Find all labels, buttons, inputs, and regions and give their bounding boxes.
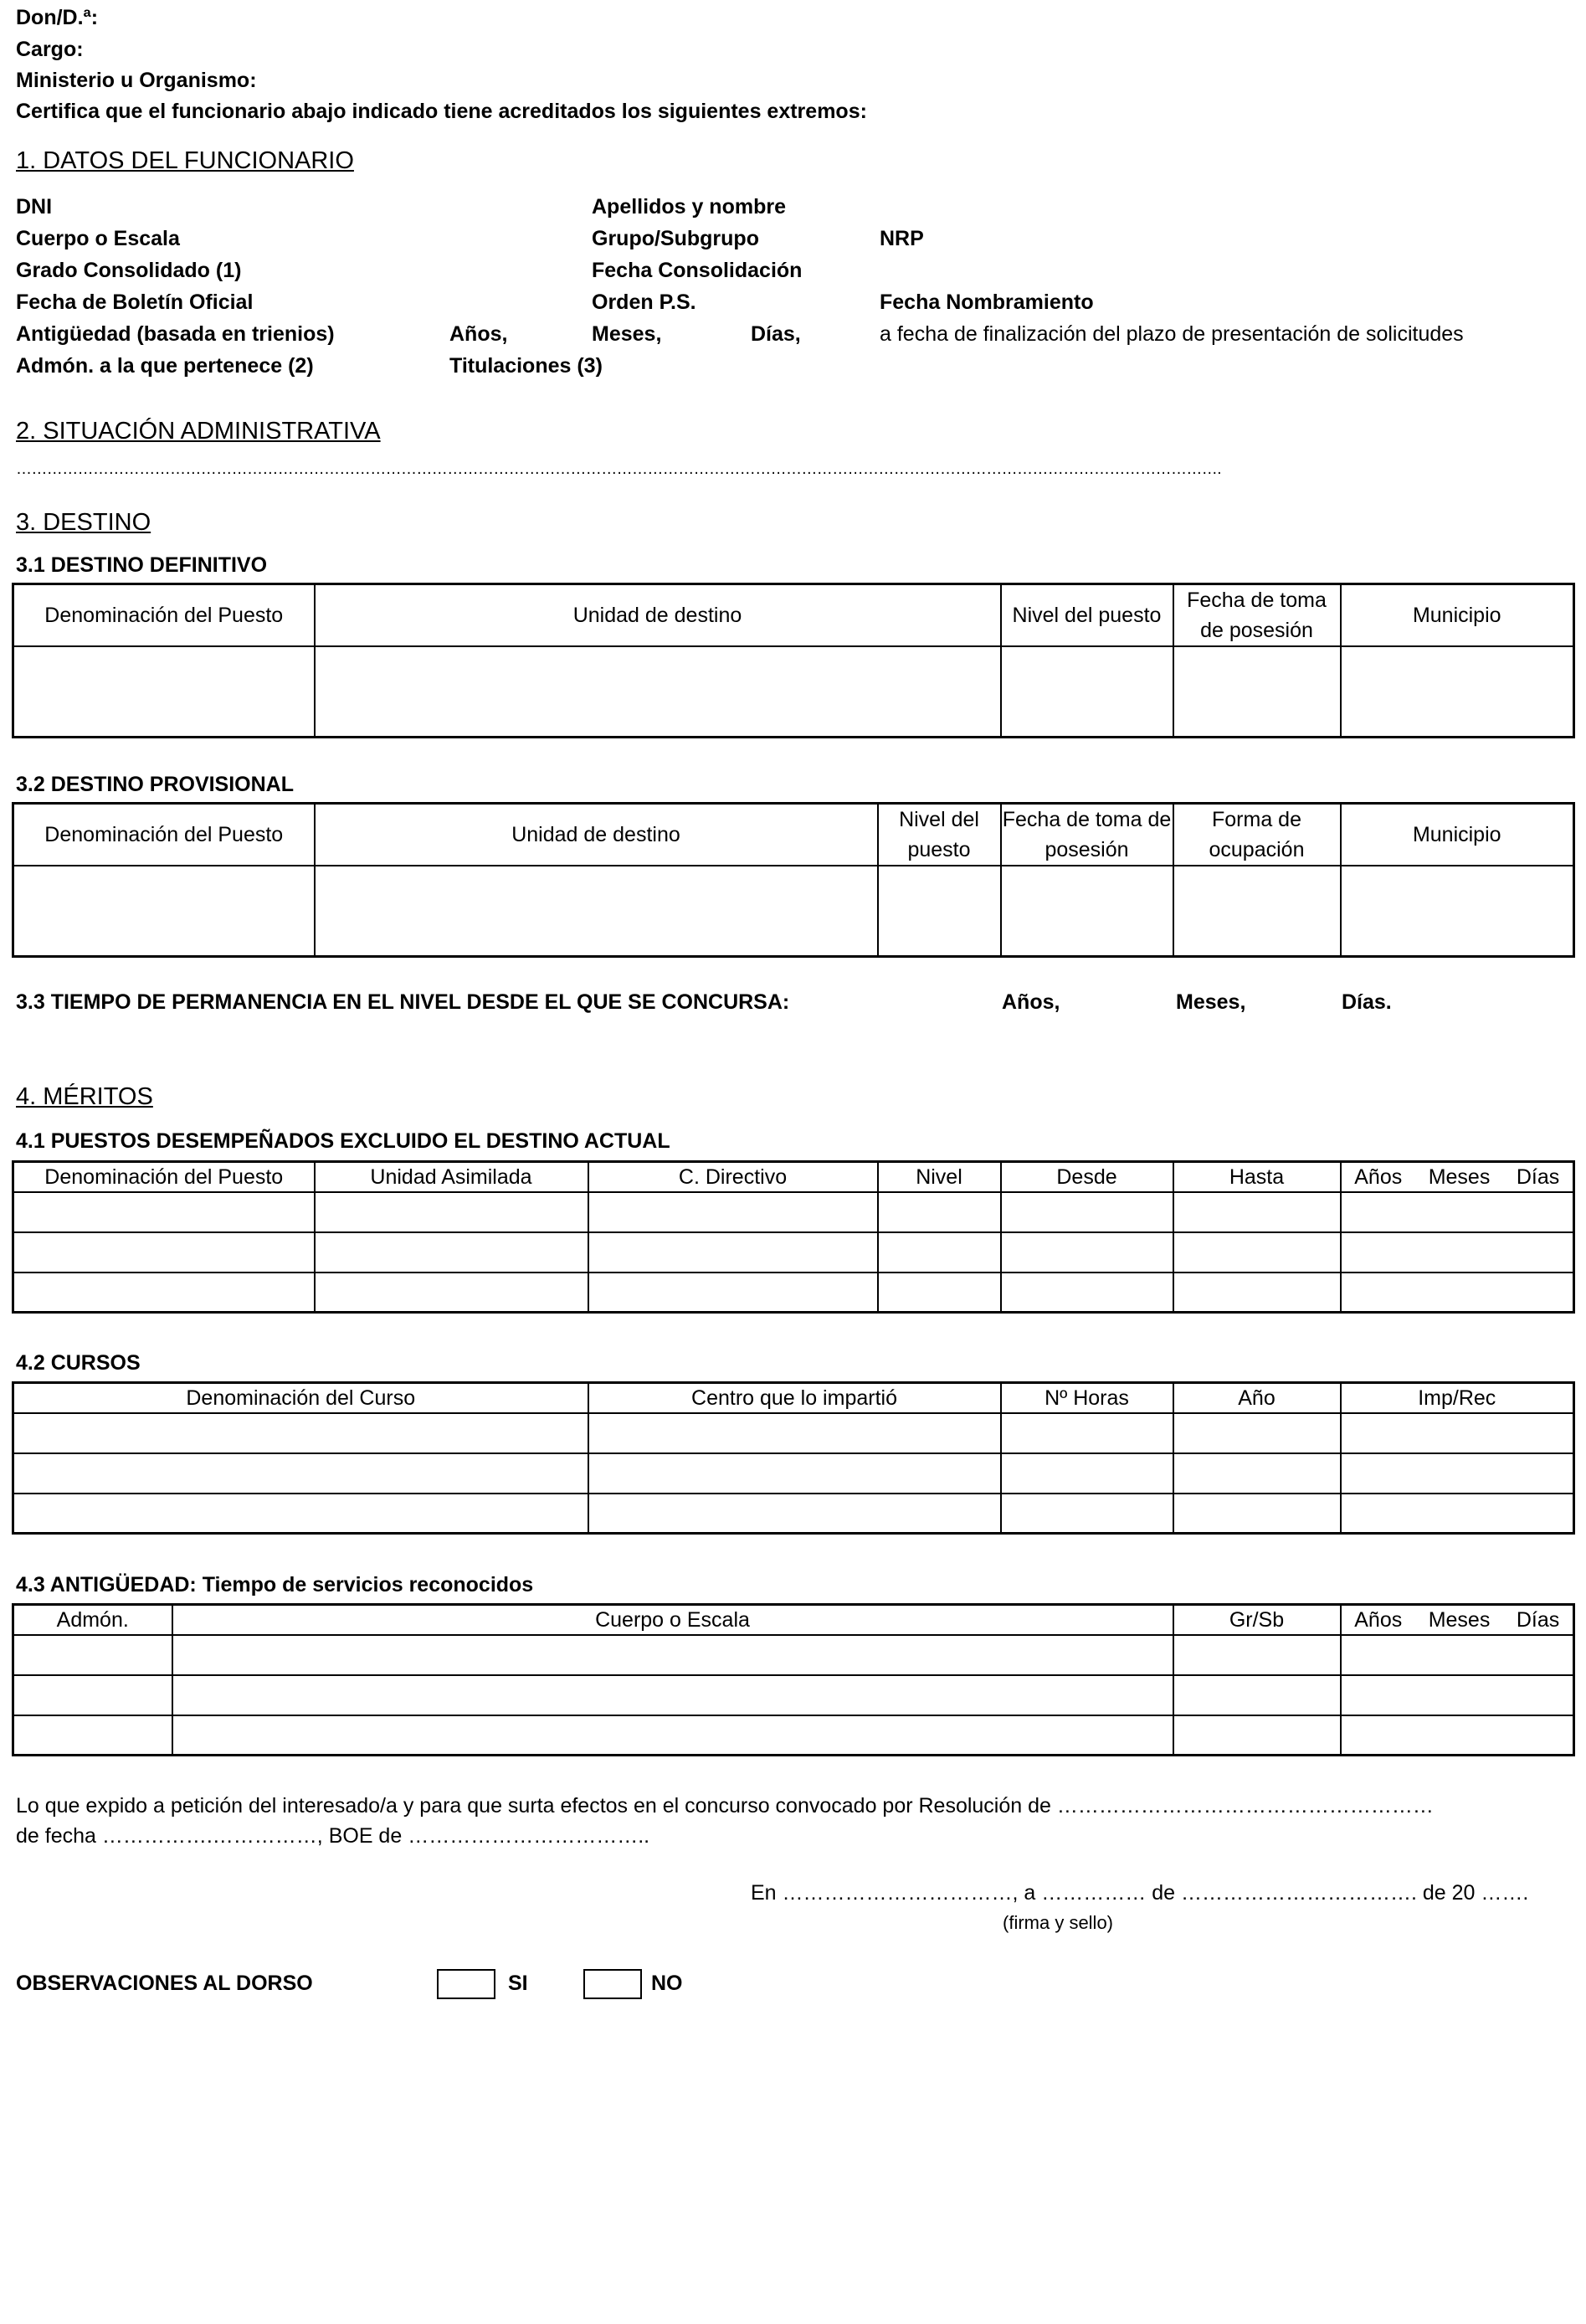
col-header: Denominación del Curso [13, 1383, 588, 1413]
table-cell[interactable] [1173, 1675, 1341, 1715]
col-header: Desde [1001, 1162, 1173, 1192]
destino-definitivo-title: 3.1 DESTINO DEFINITIVO [16, 553, 268, 577]
destino-definitivo-table [12, 583, 1575, 738]
table-cell[interactable] [1341, 866, 1574, 956]
col-header: Denominación del Puesto [13, 584, 315, 647]
orden-label: Orden P.S. [592, 290, 696, 314]
col-header: Forma de ocupación [1173, 804, 1341, 866]
no-label: NO [651, 1972, 683, 1995]
permanencia-title: 3.3 TIEMPO DE PERMANENCIA EN EL NIVEL DESDE EL QUE SE CONCURSA: [16, 990, 790, 1014]
col-header: Nº Horas [1001, 1383, 1173, 1413]
puestos-title: 4.1 PUESTOS DESEMPEÑADOS EXCLUIDO EL DESTINO ACTUAL [16, 1129, 670, 1153]
titulaciones-label: Titulaciones (3) [449, 354, 603, 378]
puestos-table [12, 1160, 1575, 1314]
fecha-boe-text: de fecha …………….……………, BOE de …………………………….. [16, 1824, 650, 1848]
apellidos-label: Apellidos y nombre [592, 195, 786, 219]
lugar-fecha-text: En ……………………………, a …………… de ……………………………. de 20 ……. [751, 1881, 1529, 1905]
table-cell[interactable] [1341, 1192, 1574, 1232]
no-checkbox[interactable] [583, 1969, 642, 1999]
antiguedad-dias: Días, [751, 322, 801, 346]
table-cell[interactable] [1341, 1494, 1574, 1534]
section1-title: 1. DATOS DEL FUNCIONARIO [16, 147, 354, 174]
section3-title: 3. DESTINO [16, 509, 151, 536]
admon-label: Admón. a la que pertenece (2) [16, 354, 314, 378]
expido-text: Lo que expido a petición del interesado/a y para que surta efectos en el concurso convocado por Resolución de ……………………………………………… [16, 1794, 1434, 1818]
grupo-label: Grupo/Subgrupo [592, 227, 759, 250]
table-cell[interactable] [172, 1675, 1173, 1715]
section4-title: 4. MÉRITOS [16, 1083, 153, 1110]
a-fecha-text: a fecha de finalización del plazo de presentación de solicitudes [880, 322, 1464, 346]
table-cell[interactable] [1173, 1635, 1341, 1675]
table-cell[interactable] [1173, 646, 1341, 737]
dias-header: Días [1516, 1607, 1560, 1632]
table-cell[interactable] [172, 1715, 1173, 1756]
col-header: Año [1173, 1383, 1341, 1413]
table-cell[interactable] [588, 1192, 878, 1232]
table-cell[interactable] [315, 866, 878, 956]
nrp-label: NRP [880, 227, 924, 250]
table-cell[interactable] [13, 1232, 315, 1273]
table-cell[interactable] [1001, 646, 1173, 737]
col-header: Denominación del Puesto [13, 804, 315, 866]
antiguedad-table [12, 1603, 1575, 1756]
si-label: SI [508, 1972, 528, 1995]
table-cell[interactable] [315, 1273, 588, 1313]
table-cell[interactable] [588, 1273, 878, 1313]
situacion-dots: ………………………………………………………………………………………………………………………………………………………………………………………………………………. [16, 460, 1221, 478]
table-cell[interactable] [1001, 866, 1173, 956]
col-header: Centro que lo impartió [588, 1383, 1001, 1413]
col-header: Unidad de destino [315, 584, 1001, 647]
table-cell[interactable] [1001, 1232, 1173, 1273]
table-cell[interactable] [1341, 1413, 1574, 1453]
table-cell[interactable] [878, 1192, 1001, 1232]
col-header: Fecha de toma de posesión [1173, 584, 1341, 647]
col-header: Fecha de toma de posesión [1001, 804, 1173, 866]
table-cell[interactable] [13, 1635, 172, 1675]
table-cell[interactable] [1001, 1273, 1173, 1313]
table-cell[interactable] [878, 866, 1001, 956]
antiguedad-servicios-title: 4.3 ANTIGÜEDAD: Tiempo de servicios reconocidos [16, 1573, 534, 1596]
table-cell[interactable] [1341, 1715, 1574, 1756]
table-cell[interactable] [588, 1413, 1001, 1453]
table-cell[interactable] [1173, 1453, 1341, 1494]
table-cell[interactable] [588, 1453, 1001, 1494]
table-cell[interactable] [1173, 1494, 1341, 1534]
table-cell[interactable] [1173, 1192, 1341, 1232]
permanencia-dias: Días. [1342, 990, 1392, 1014]
col-header: Unidad Asimilada [315, 1162, 588, 1192]
table-cell[interactable] [1173, 1232, 1341, 1273]
destino-provisional-title: 3.2 DESTINO PROVISIONAL [16, 773, 295, 796]
col-header: Denominación del Puesto [13, 1162, 315, 1192]
col-header: Municipio [1341, 584, 1574, 647]
table-cell[interactable] [588, 1232, 878, 1273]
col-header: Nivel del puesto [878, 804, 1001, 866]
col-header-ymd [1341, 1605, 1574, 1635]
anos-header: Años [1354, 1165, 1403, 1189]
section2-title: 2. SITUACIÓN ADMINISTRATIVA [16, 418, 381, 445]
table-cell[interactable] [878, 1232, 1001, 1273]
cargo-label: Cargo: [16, 38, 84, 61]
table-cell[interactable] [1173, 1715, 1341, 1756]
table-cell[interactable] [1341, 1635, 1574, 1675]
table-cell[interactable] [13, 1273, 315, 1313]
fecha-consolidacion-label: Fecha Consolidación [592, 259, 803, 282]
dni-label: DNI [16, 195, 53, 219]
si-checkbox[interactable] [437, 1969, 495, 1999]
table-cell[interactable] [13, 1715, 172, 1756]
anos-header: Años [1354, 1607, 1403, 1632]
col-header: Nivel [878, 1162, 1001, 1192]
table-cell[interactable] [878, 1273, 1001, 1313]
col-header: Hasta [1173, 1162, 1341, 1192]
antiguedad-anos: Años, [449, 322, 508, 346]
fecha-nombramiento-label: Fecha Nombramiento [880, 290, 1094, 314]
table-cell[interactable] [1173, 1273, 1341, 1313]
grado-label: Grado Consolidado (1) [16, 259, 242, 282]
table-cell[interactable] [13, 1675, 172, 1715]
fecha-boletin-label: Fecha de Boletín Oficial [16, 290, 254, 314]
col-header: C. Directivo [588, 1162, 878, 1192]
antiguedad-meses: Meses, [592, 322, 662, 346]
permanencia-anos: Años, [1002, 990, 1060, 1014]
table-cell[interactable] [588, 1494, 1001, 1534]
table-cell[interactable] [1173, 1413, 1341, 1453]
table-cell[interactable] [13, 1413, 588, 1453]
table-cell[interactable] [1341, 1453, 1574, 1494]
table-cell[interactable] [1001, 1494, 1173, 1534]
antiguedad-label: Antigüedad (basada en trienios) [16, 322, 335, 346]
ministerio-label: Ministerio u Organismo: [16, 69, 257, 92]
cursos-title: 4.2 CURSOS [16, 1351, 141, 1375]
table-cell[interactable] [1341, 1232, 1574, 1273]
table-cell[interactable] [315, 1192, 588, 1232]
table-cell[interactable] [172, 1635, 1173, 1675]
table-cell[interactable] [1001, 1192, 1173, 1232]
table-cell[interactable] [1341, 1273, 1574, 1313]
table-cell[interactable] [13, 1494, 588, 1534]
col-header-ymd [1341, 1162, 1574, 1192]
table-cell[interactable] [13, 1192, 315, 1232]
don-label: Don/D.ª: [16, 6, 99, 29]
table-cell[interactable] [315, 646, 1001, 737]
col-header: Cuerpo o Escala [172, 1605, 1173, 1635]
table-cell[interactable] [13, 646, 315, 737]
table-cell[interactable] [1341, 646, 1574, 737]
table-cell[interactable] [1001, 1413, 1173, 1453]
meses-header: Meses [1428, 1165, 1491, 1189]
col-header: Imp/Rec [1341, 1383, 1574, 1413]
table-cell[interactable] [13, 866, 315, 956]
table-cell[interactable] [13, 1453, 588, 1494]
col-header: Gr/Sb [1173, 1605, 1341, 1635]
cuerpo-label: Cuerpo o Escala [16, 227, 180, 250]
destino-provisional-table [12, 802, 1575, 958]
permanencia-meses: Meses, [1176, 990, 1246, 1014]
table-cell[interactable] [1341, 1675, 1574, 1715]
col-header: Municipio [1341, 804, 1574, 866]
col-header: Nivel del puesto [1001, 584, 1173, 647]
table-cell[interactable] [1001, 1453, 1173, 1494]
table-cell[interactable] [315, 1232, 588, 1273]
cursos-table [12, 1381, 1575, 1535]
meses-header: Meses [1428, 1607, 1491, 1632]
dias-header: Días [1516, 1165, 1560, 1189]
col-header: Admón. [13, 1605, 172, 1635]
table-cell[interactable] [1173, 866, 1341, 956]
certifica-text: Certifica que el funcionario abajo indicado tiene acreditados los siguientes extremos: [16, 100, 867, 123]
firma-sello-text: (firma y sello) [1003, 1912, 1114, 1933]
col-header: Unidad de destino [315, 804, 878, 866]
observaciones-label: OBSERVACIONES AL DORSO [16, 1972, 313, 1995]
